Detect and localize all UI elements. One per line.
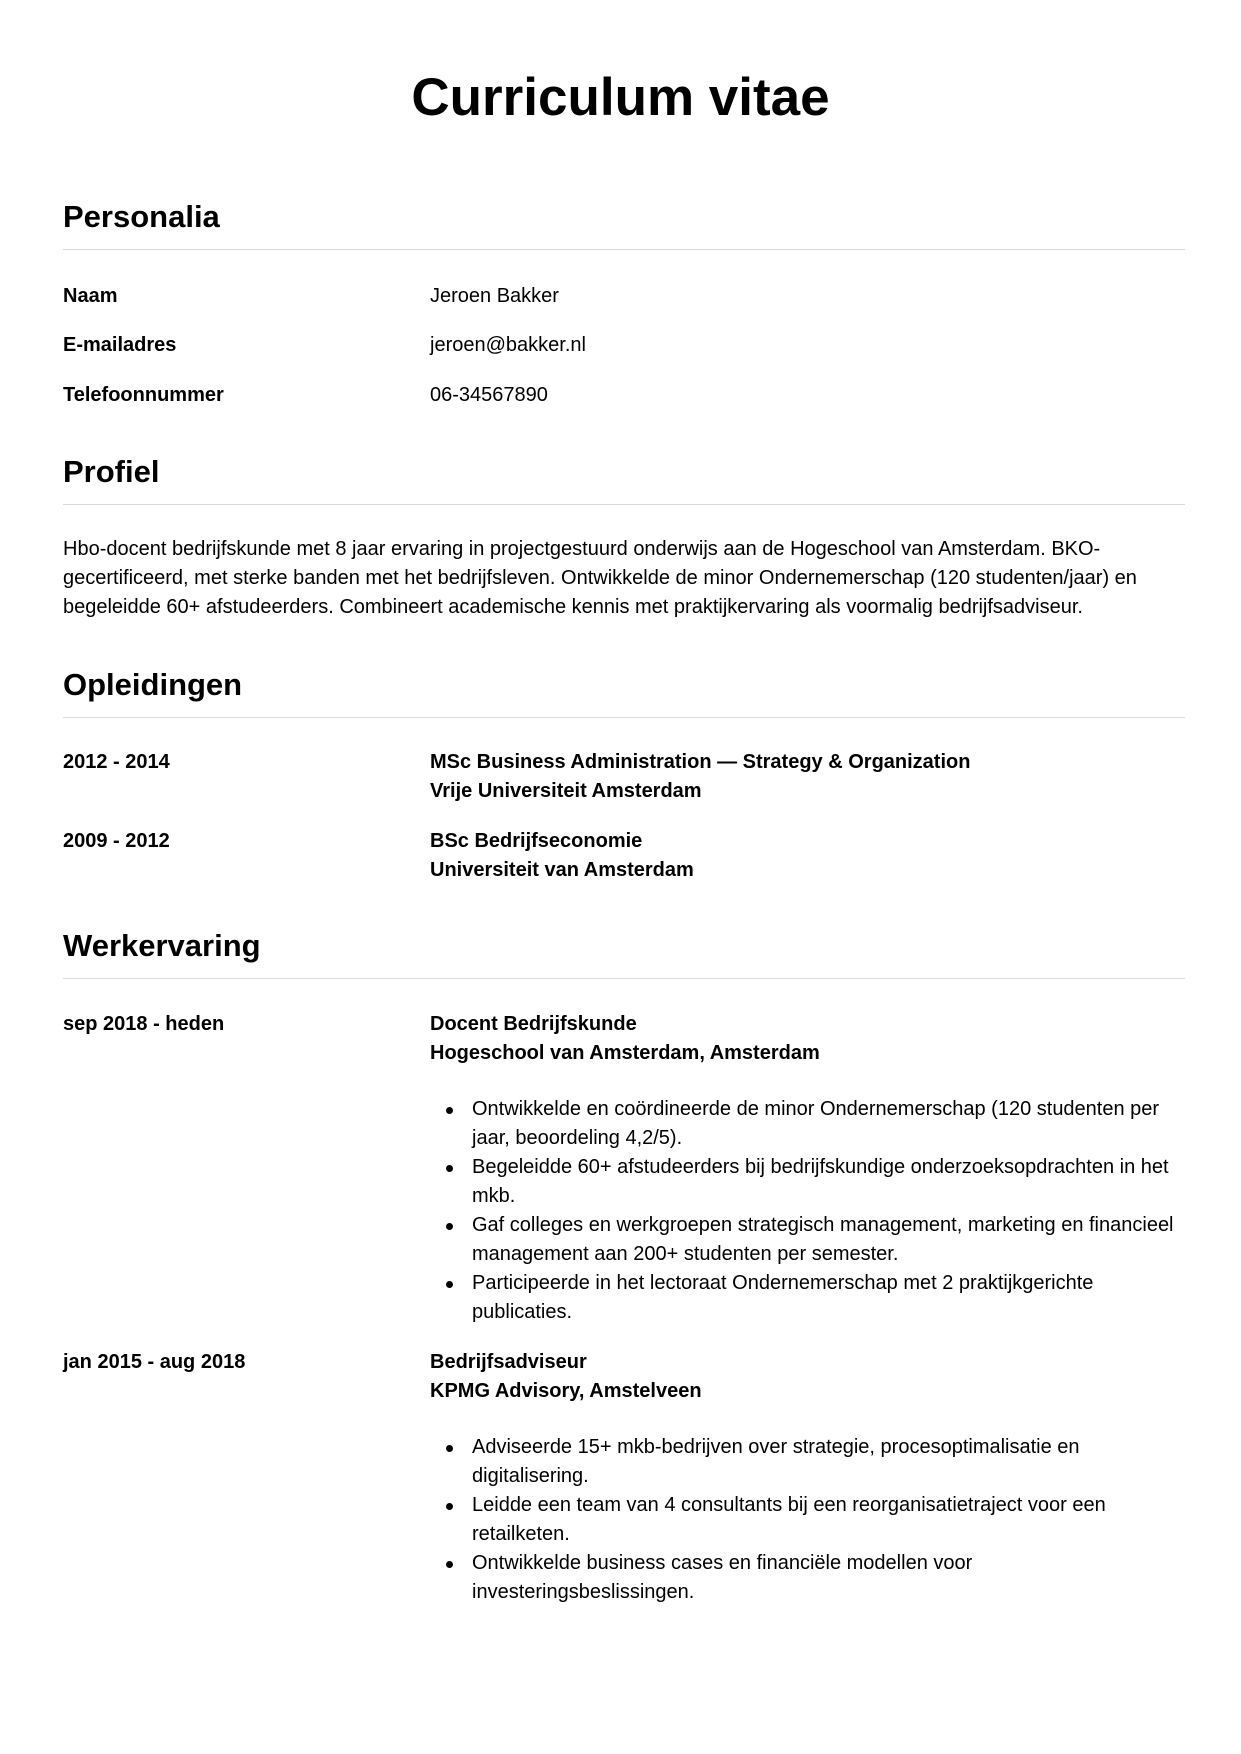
page-title: Curriculum vitae xyxy=(411,68,830,127)
education-period: 2012 - 2014 xyxy=(63,751,170,773)
education-institution: Vrije Universiteit Amsterdam xyxy=(430,780,702,802)
list-item: Ontwikkelde business cases en financiële modellen voor investeringsbeslissingen. xyxy=(430,1549,1190,1607)
section-title-profiel: Profiel xyxy=(63,454,160,489)
job-role: Bedrijfsadviseur xyxy=(430,1351,587,1373)
divider xyxy=(63,249,1185,250)
profile-text: Hbo-docent bedrijfskunde met 8 jaar ervaring in projectgestuurd onderwijs aan de Hogeschool van Amsterdam. BKO-gecertificeerd, met sterke banden met het bedrijfsleven. Ontwikkelde de minor Ondernemerschap (120 studenten/jaar) en begeleidde 60+ afstudeerders. Combineert academische kennis met praktijkervaring als voormalig bedrijfsadviseur. xyxy=(63,538,1137,618)
list-item: Participeerde in het lectoraat Ondernemerschap met 2 praktijkgerichte publicaties. xyxy=(430,1269,1190,1327)
field-label: E-mailadres xyxy=(63,334,177,356)
field-value: 06-34567890 xyxy=(430,384,548,406)
job-period: sep 2018 - heden xyxy=(63,1013,225,1035)
field-value: jeroen@bakker.nl xyxy=(430,334,586,356)
job-details xyxy=(430,1010,1190,1327)
field-label: Naam xyxy=(63,285,118,307)
list-item: Gaf colleges en werkgroepen strategisch management, marketing en financieel management aan 200+ studenten per semester. xyxy=(430,1211,1190,1269)
section-title-werkervaring: Werkervaring xyxy=(63,928,261,963)
education-details xyxy=(430,748,1190,806)
list-item: Adviseerde 15+ mkb-bedrijven over strategie, procesoptimalisatie en digitalisering. xyxy=(430,1433,1190,1491)
job-bullet-list xyxy=(430,1095,1190,1327)
section-title-personalia: Personalia xyxy=(63,199,220,234)
job-bullet-list xyxy=(430,1433,1190,1607)
field-value: Jeroen Bakker xyxy=(430,285,559,307)
education-degree: MSc Business Administration — Strategy & Organization xyxy=(430,751,971,773)
list-item: Begeleidde 60+ afstudeerders bij bedrijfskundige onderzoeksopdrachten in het mkb. xyxy=(430,1153,1190,1211)
list-item: Ontwikkelde en coördineerde de minor Ondernemerschap (120 studenten per jaar, beoordeling 4,2/5). xyxy=(430,1095,1190,1153)
field-label: Telefoonnummer xyxy=(63,384,224,406)
education-details xyxy=(430,827,1190,885)
job-details xyxy=(430,1348,1190,1607)
job-role: Docent Bedrijfskunde xyxy=(430,1013,637,1035)
divider xyxy=(63,717,1185,718)
list-item: Leidde een team van 4 consultants bij een reorganisatietraject voor een retailketen. xyxy=(430,1491,1190,1549)
job-employer: KPMG Advisory, Amstelveen xyxy=(430,1380,702,1402)
job-period: jan 2015 - aug 2018 xyxy=(63,1351,246,1373)
job-employer: Hogeschool van Amsterdam, Amsterdam xyxy=(430,1042,820,1064)
education-period: 2009 - 2012 xyxy=(63,830,170,852)
education-degree: BSc Bedrijfseconomie xyxy=(430,830,643,852)
divider xyxy=(63,978,1185,979)
divider xyxy=(63,504,1185,505)
section-title-opleidingen: Opleidingen xyxy=(63,667,243,702)
education-institution: Universiteit van Amsterdam xyxy=(430,859,694,881)
